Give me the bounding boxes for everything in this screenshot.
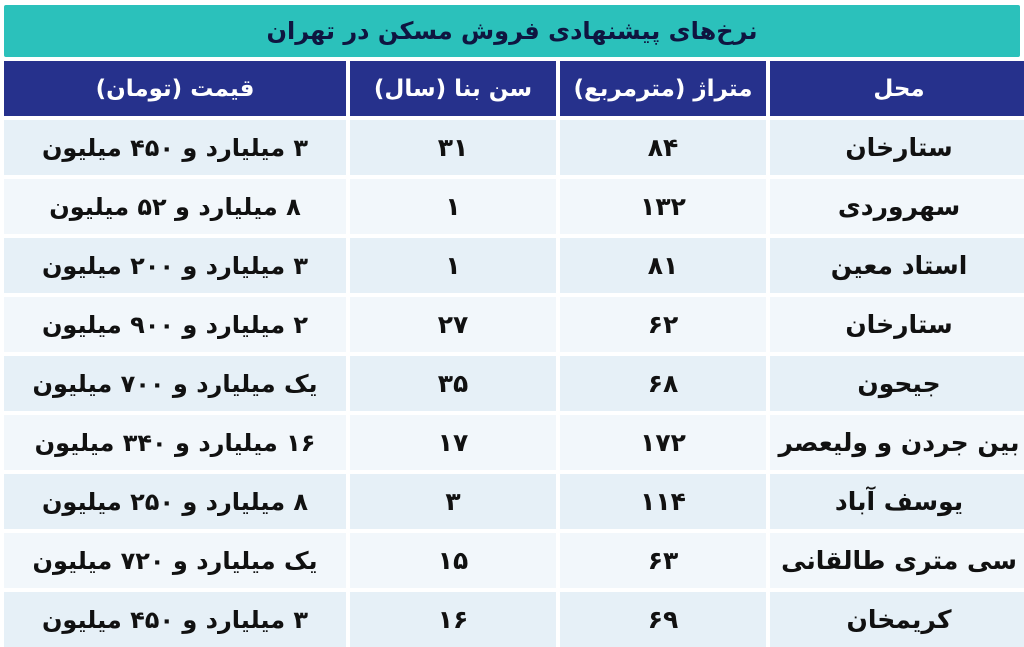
header-area: متراژ (مترمربع) <box>560 61 766 116</box>
price-table <box>4 61 1020 647</box>
cell-age: ۳۵ <box>350 356 556 411</box>
cell-price: یک میلیارد و ۷۰۰ میلیون <box>4 356 346 411</box>
cell-age: ۳۱ <box>350 120 556 175</box>
cell-age: ۱۶ <box>350 592 556 647</box>
cell-location: جیحون <box>770 356 1024 411</box>
header-location: محل <box>770 61 1024 116</box>
cell-price: ۸ میلیارد و ۵۲ میلیون <box>4 179 346 234</box>
cell-area: ۶۸ <box>560 356 766 411</box>
cell-location: ستارخان <box>770 297 1024 352</box>
cell-location: کریمخان <box>770 592 1024 647</box>
cell-area: ۶۳ <box>560 533 766 588</box>
cell-area: ۸۴ <box>560 120 766 175</box>
cell-price: ۳ میلیارد و ۴۵۰ میلیون <box>4 120 346 175</box>
cell-location: استاد معین <box>770 238 1024 293</box>
cell-age: ۱۵ <box>350 533 556 588</box>
cell-price: ۳ میلیارد و ۴۵۰ میلیون <box>4 592 346 647</box>
cell-age: ۲۷ <box>350 297 556 352</box>
cell-area: ۱۱۴ <box>560 474 766 529</box>
cell-age: ۱۷ <box>350 415 556 470</box>
cell-location: سی متری طالقانی <box>770 533 1024 588</box>
cell-location: سهروردی <box>770 179 1024 234</box>
price-table-card <box>4 5 1020 642</box>
cell-area: ۶۲ <box>560 297 766 352</box>
cell-price: یک میلیارد و ۷۲۰ میلیون <box>4 533 346 588</box>
cell-location: یوسف آباد <box>770 474 1024 529</box>
cell-price: ۸ میلیارد و ۲۵۰ میلیون <box>4 474 346 529</box>
header-age: سن بنا (سال) <box>350 61 556 116</box>
cell-age: ۱ <box>350 238 556 293</box>
cell-area: ۸۱ <box>560 238 766 293</box>
cell-price: ۲ میلیارد و ۹۰۰ میلیون <box>4 297 346 352</box>
cell-area: ۶۹ <box>560 592 766 647</box>
cell-price: ۳ میلیارد و ۲۰۰ میلیون <box>4 238 346 293</box>
cell-age: ۳ <box>350 474 556 529</box>
cell-area: ۱۷۲ <box>560 415 766 470</box>
cell-area: ۱۳۲ <box>560 179 766 234</box>
cell-location: بین جردن و ولیعصر <box>770 415 1024 470</box>
cell-age: ۱ <box>350 179 556 234</box>
header-price: قیمت (تومان) <box>4 61 346 116</box>
cell-location: ستارخان <box>770 120 1024 175</box>
cell-price: ۱۶ میلیارد و ۳۴۰ میلیون <box>4 415 346 470</box>
table-title: نرخ‌های پیشنهادی فروش مسکن در تهران <box>4 5 1020 57</box>
